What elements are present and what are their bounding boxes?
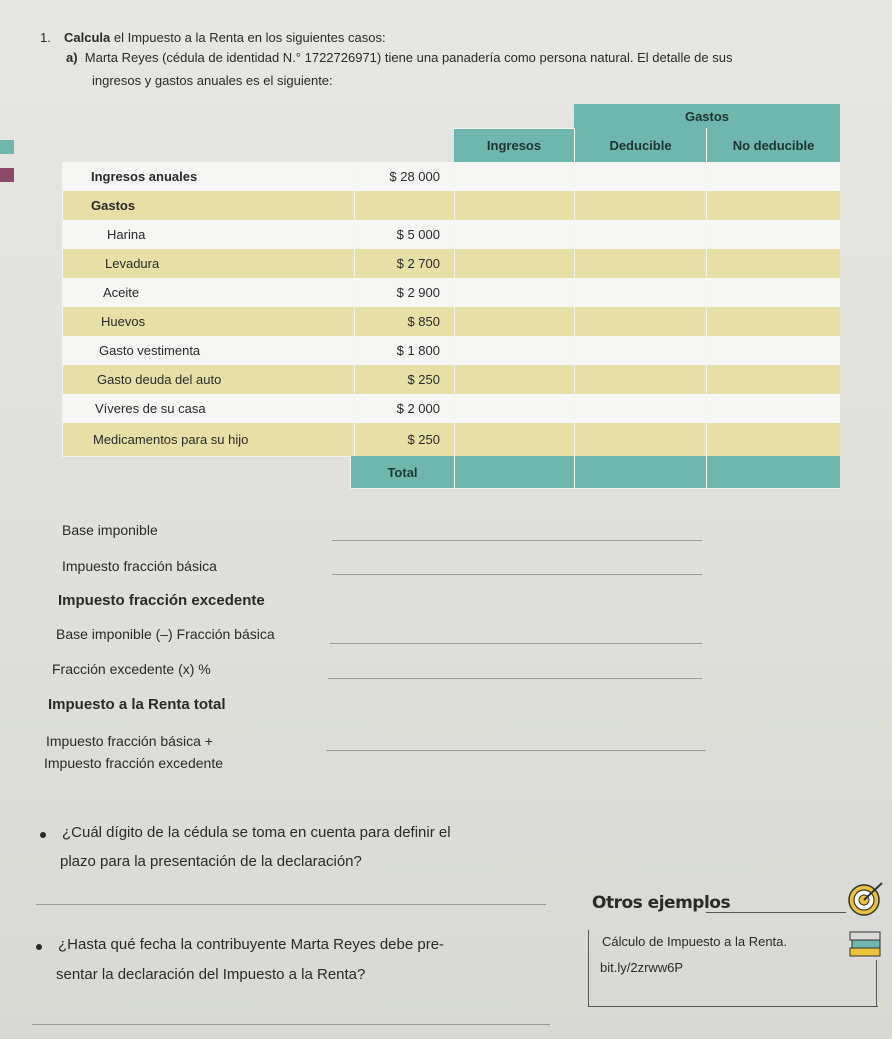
table-row xyxy=(62,278,840,308)
total-ingresos-cell xyxy=(454,456,574,488)
table-row xyxy=(62,307,840,337)
book-icon xyxy=(848,928,884,958)
no-deducible-cell xyxy=(706,307,840,336)
no-deducible-cell xyxy=(706,336,840,365)
bullet xyxy=(36,944,42,950)
part-a-line1 xyxy=(66,50,732,65)
row-label: Ingresos anuales xyxy=(62,162,354,191)
base-menos-basica-label: Base imponible (–) Fracción básica xyxy=(56,626,275,642)
row-label: Levadura xyxy=(62,249,354,278)
deducible-cell xyxy=(574,191,706,220)
no-deducible-cell xyxy=(706,278,840,307)
deducible-cell xyxy=(574,365,706,394)
deducible-cell xyxy=(574,162,706,191)
row-label: Gasto deuda del auto xyxy=(62,365,354,394)
deducible-cell xyxy=(574,220,706,249)
no-deducible-cell xyxy=(706,365,840,394)
deducible-cell xyxy=(574,278,706,307)
row-amount: $ 2 000 xyxy=(354,394,454,423)
fraccion-excedente-label: Fracción excedente (x) % xyxy=(52,661,211,677)
no-deducible-cell xyxy=(706,162,840,191)
question-number: 1. xyxy=(40,30,51,45)
row-amount: $ 250 xyxy=(354,423,454,456)
deducible-cell xyxy=(574,249,706,278)
question2-line1: ¿Hasta qué fecha la contribuyente Marta Reyes debe pre- xyxy=(58,936,445,953)
row-label: Víveres de su casa xyxy=(62,394,354,423)
row-label: Harina xyxy=(62,220,354,249)
part-a-text: Marta Reyes (cédula de identidad N.° 1722726971) tiene una panadería como persona natural. El detalle de sus xyxy=(84,50,733,65)
impuesto-basica-label: Impuesto fracción básica xyxy=(62,558,217,574)
header-no-deducible: No deducible xyxy=(706,128,840,162)
deducible-cell xyxy=(574,394,706,423)
ingresos-cell xyxy=(454,423,574,456)
ingresos-cell xyxy=(454,162,574,191)
ingresos-cell xyxy=(454,220,574,249)
table-row xyxy=(62,162,840,192)
no-deducible-cell xyxy=(706,191,840,220)
bullet xyxy=(40,832,46,838)
table-row xyxy=(62,336,840,366)
header-deducible: Deducible xyxy=(574,128,706,162)
total-deducible-cell xyxy=(574,456,706,488)
header-gastos: Gastos xyxy=(574,104,840,128)
table-row xyxy=(62,191,840,221)
otros-title-rule xyxy=(706,912,846,913)
header-ingresos: Ingresos xyxy=(454,128,574,162)
otros-ejemplos-title: Otros ejemplos xyxy=(592,893,731,913)
row-amount: $ 2 900 xyxy=(354,278,454,307)
row-label: Gasto vestimenta xyxy=(62,336,354,365)
question1-line1: ¿Cuál dígito de la cédula se toma en cuenta para definir el xyxy=(62,824,451,841)
no-deducible-cell xyxy=(706,220,840,249)
impuesto-excedente-heading: Impuesto fracción excedente xyxy=(58,592,265,609)
otros-box-left-border xyxy=(588,930,589,1006)
impuesto-total-heading: Impuesto a la Renta total xyxy=(48,696,226,713)
suma-line1: Impuesto fracción básica + xyxy=(46,733,213,749)
row-amount: $ 2 700 xyxy=(354,249,454,278)
ingresos-cell xyxy=(454,278,574,307)
question-rest: el Impuesto a la Renta en los siguientes casos: xyxy=(110,30,386,45)
fraccion-excedente-blank[interactable] xyxy=(328,678,702,679)
ingresos-cell xyxy=(454,394,574,423)
otros-box-bottom-border xyxy=(588,1006,878,1007)
question-verb: Calcula xyxy=(64,30,111,45)
question1-answer-blank[interactable] xyxy=(36,904,546,905)
deducible-cell xyxy=(574,336,706,365)
total-row xyxy=(350,456,840,489)
deducible-cell xyxy=(574,307,706,336)
no-deducible-cell xyxy=(706,423,840,456)
otros-box-right-border xyxy=(876,960,877,1006)
question2-answer-blank[interactable] xyxy=(32,1024,550,1025)
table-row xyxy=(62,365,840,395)
ingresos-cell xyxy=(454,249,574,278)
part-a-line2: ingresos y gastos anuales es el siguiente: xyxy=(92,73,333,88)
target-icon xyxy=(846,880,886,916)
no-deducible-cell xyxy=(706,249,840,278)
margin-tab-teal xyxy=(0,140,14,154)
table-row xyxy=(62,220,840,250)
row-amount xyxy=(354,191,454,220)
otros-link[interactable]: bit.ly/2zrww6P xyxy=(600,960,684,975)
question1-line2: plazo para la presentación de la declaración? xyxy=(60,853,362,870)
base-imponible-label: Base imponible xyxy=(62,522,158,538)
ingresos-cell xyxy=(454,191,574,220)
impuesto-total-blank[interactable] xyxy=(326,750,706,751)
total-no-deducible-cell xyxy=(706,456,840,488)
table-row xyxy=(62,423,840,457)
row-label: Medicamentos para su hijo xyxy=(62,423,354,456)
row-amount: $ 28 000 xyxy=(354,162,454,191)
no-deducible-cell xyxy=(706,394,840,423)
row-amount: $ 250 xyxy=(354,365,454,394)
otros-description: Cálculo de Impuesto a la Renta. xyxy=(602,934,787,949)
ingresos-cell xyxy=(454,365,574,394)
margin-tab-purple xyxy=(0,168,14,182)
ingresos-cell xyxy=(454,336,574,365)
suma-line2: Impuesto fracción excedente xyxy=(44,755,223,771)
ingresos-cell xyxy=(454,307,574,336)
total-label: Total xyxy=(350,456,454,488)
part-a-letter: a) xyxy=(66,50,78,65)
income-expense-table xyxy=(62,104,840,490)
row-amount: $ 1 800 xyxy=(354,336,454,365)
row-amount: $ 5 000 xyxy=(354,220,454,249)
question2-line2: sentar la declaración del Impuesto a la Renta? xyxy=(56,966,366,983)
row-label: Gastos xyxy=(62,191,354,220)
row-label: Aceite xyxy=(62,278,354,307)
row-amount: $ 850 xyxy=(354,307,454,336)
table-row xyxy=(62,249,840,279)
base-menos-basica-blank[interactable] xyxy=(330,643,702,644)
deducible-cell xyxy=(574,423,706,456)
base-imponible-blank[interactable] xyxy=(332,540,702,541)
question-text xyxy=(64,30,386,45)
impuesto-basica-blank[interactable] xyxy=(332,574,702,575)
row-label: Huevos xyxy=(62,307,354,336)
table-row xyxy=(62,394,840,424)
